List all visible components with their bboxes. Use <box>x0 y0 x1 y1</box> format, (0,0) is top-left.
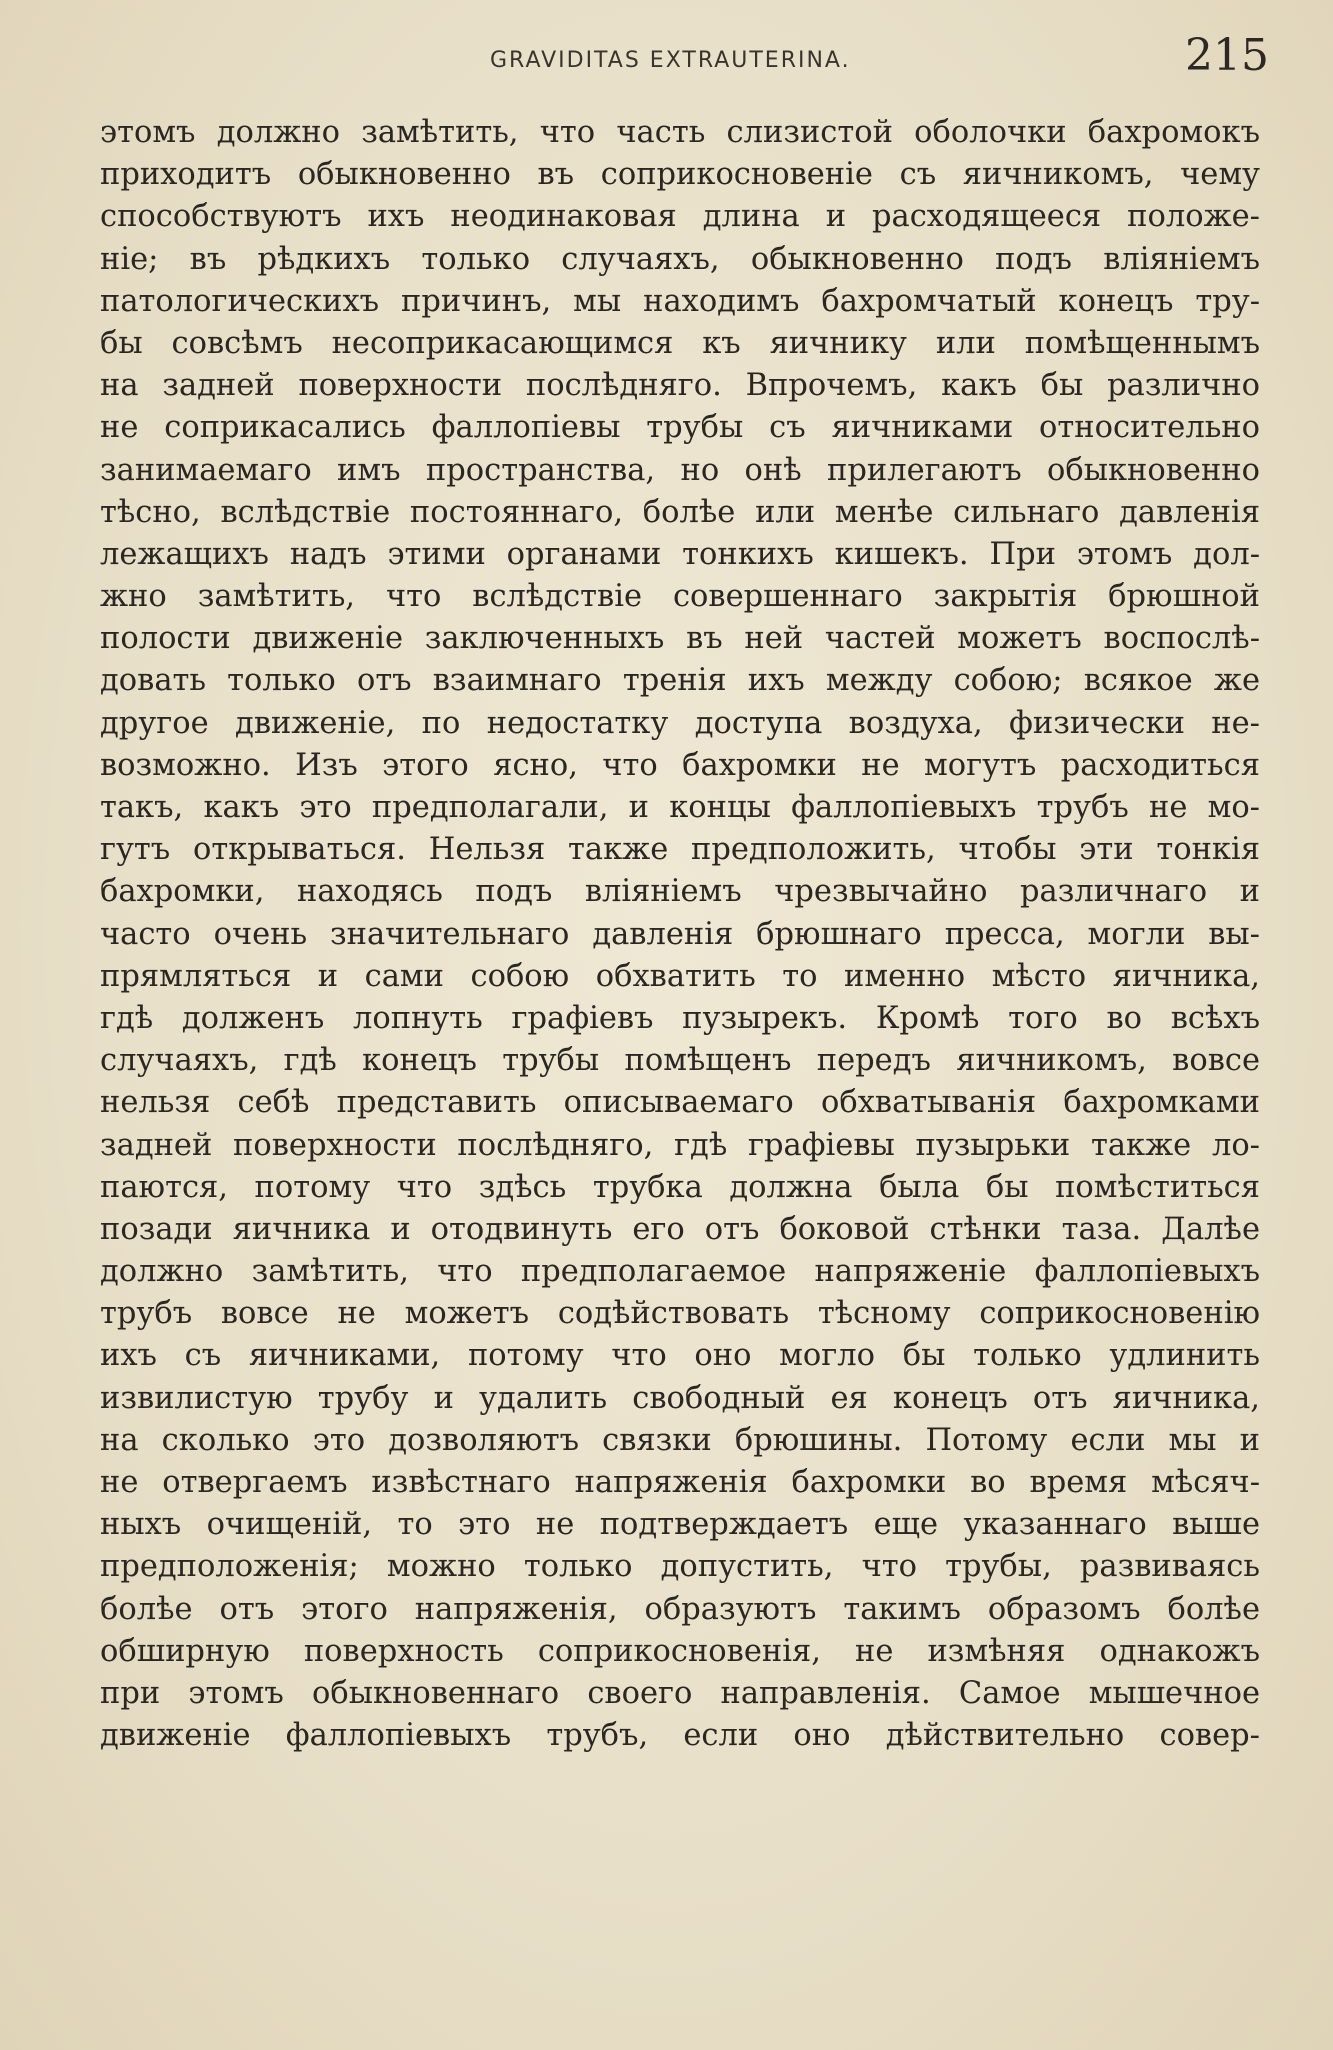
body-text <box>100 112 1260 1757</box>
text-line: приходитъ обыкновенно въ соприкосновеніе съ яичникомъ, чему <box>100 157 1260 193</box>
text-line: трубъ вовсе не можетъ содѣйствовать тѣсному соприкосновенію <box>100 1296 1260 1332</box>
text-line: гдѣ долженъ лопнуть графіевъ пузырекъ. Кромѣ того во всѣхъ <box>100 1000 1260 1036</box>
text-line: способствуютъ ихъ неодинаковая длина и расходящееся положе- <box>100 199 1260 235</box>
running-head: GRAVIDITAS EXTRAUTERINA. <box>490 48 851 73</box>
text-line: жно замѣтить, что вслѣдствіе совершеннаго закрытія брюшной <box>100 579 1260 615</box>
text-line: не отвергаемъ извѣстнаго напряженія бахромки во время мѣсяч- <box>100 1465 1260 1500</box>
text-line: часто очень значительнаго давленія брюшнаго пресса, могли вы- <box>100 916 1260 952</box>
text-line: извилистую трубу и удалить свободный ея конецъ отъ яичника, <box>100 1380 1260 1416</box>
text-line: позади яичника и отодвинуть его отъ боковой стѣнки таза. Далѣе <box>100 1211 1260 1247</box>
text-line: лежащихъ надъ этими органами тонкихъ кишекъ. При этомъ дол- <box>100 536 1260 572</box>
text-line: ныхъ очищеній, то это не подтверждаетъ еще указаннаго выше <box>100 1507 1260 1543</box>
text-line: бахромки, находясь подъ вліяніемъ чрезвычайно различнаго и <box>100 874 1260 910</box>
text-line: должно замѣтить, что предполагаемое напряженіе фаллопіевыхъ <box>100 1254 1260 1290</box>
page-header <box>0 30 1333 90</box>
page-number: 215 <box>1185 30 1269 81</box>
text-line: задней поверхности послѣдняго, гдѣ графіевы пузырьки также ло- <box>100 1127 1260 1163</box>
text-line: случаяхъ, гдѣ конецъ трубы помѣщенъ передъ яичникомъ, вовсе <box>100 1043 1260 1079</box>
text-line: довать только отъ взаимнаго тренія ихъ между собою; всякое же <box>100 663 1260 699</box>
text-line: ихъ съ яичниками, потому что оно могло бы только удлинить <box>100 1338 1260 1374</box>
text-line: такъ, какъ это предполагали, и концы фаллопіевыхъ трубъ не мо- <box>100 790 1260 825</box>
text-line: на сколько это дозволяютъ связки брюшины. Потому если мы и <box>100 1422 1260 1458</box>
text-line: гутъ открываться. Нельзя также предположить, чтобы эти тонкія <box>100 832 1260 868</box>
text-line: предположенія; можно только допустить, что трубы, развиваясь <box>100 1549 1260 1585</box>
text-line: тѣсно, вслѣдствіе постояннаго, болѣе или менѣе сильнаго давленія <box>100 494 1260 530</box>
text-line: ніе; въ рѣдкихъ только случаяхъ, обыкновенно подъ вліяніемъ <box>100 241 1260 277</box>
text-line: занимаемаго имъ пространства, но онѣ прилегаютъ обыкновенно <box>100 452 1260 488</box>
text-line: полости движеніе заключенныхъ въ ней частей можетъ воспослѣ- <box>100 621 1260 657</box>
text-line: при этомъ обыкновеннаго своего направленія. Самое мышечное <box>100 1675 1260 1711</box>
text-line: другое движеніе, по недостатку доступа воздуха, физически не- <box>100 705 1260 741</box>
text-line: обширную поверхность соприкосновенія, не измѣняя однакожъ <box>100 1633 1260 1669</box>
text-line: бы совсѣмъ несоприкасающимся къ яичнику или помѣщеннымъ <box>100 325 1260 361</box>
text-line: этомъ должно замѣтить, что часть слизистой оболочки бахромокъ <box>100 115 1260 150</box>
text-line: прямляться и сами собою обхватить то именно мѣсто яичника, <box>100 958 1260 994</box>
text-line: не соприкасались фаллопіевы трубы съ яичниками относительно <box>100 410 1260 446</box>
text-line: движеніе фаллопіевыхъ трубъ, если оно дѣйствительно совер- <box>100 1718 1260 1754</box>
text-line: болѣе отъ этого напряженія, образуютъ такимъ образомъ болѣе <box>100 1591 1260 1627</box>
text-line: на задней поверхности послѣдняго. Впрочемъ, какъ бы различно <box>100 368 1260 404</box>
text-line: патологическихъ причинъ, мы находимъ бахромчатый конецъ тру- <box>100 283 1260 319</box>
text-line: паются, потому что здѣсь трубка должна была бы помѣститься <box>100 1169 1260 1205</box>
text-line: нельзя себѣ представить описываемаго обхватыванія бахромками <box>100 1085 1260 1121</box>
text-line: возможно. Изъ этого ясно, что бахромки не могутъ расходиться <box>100 747 1260 783</box>
